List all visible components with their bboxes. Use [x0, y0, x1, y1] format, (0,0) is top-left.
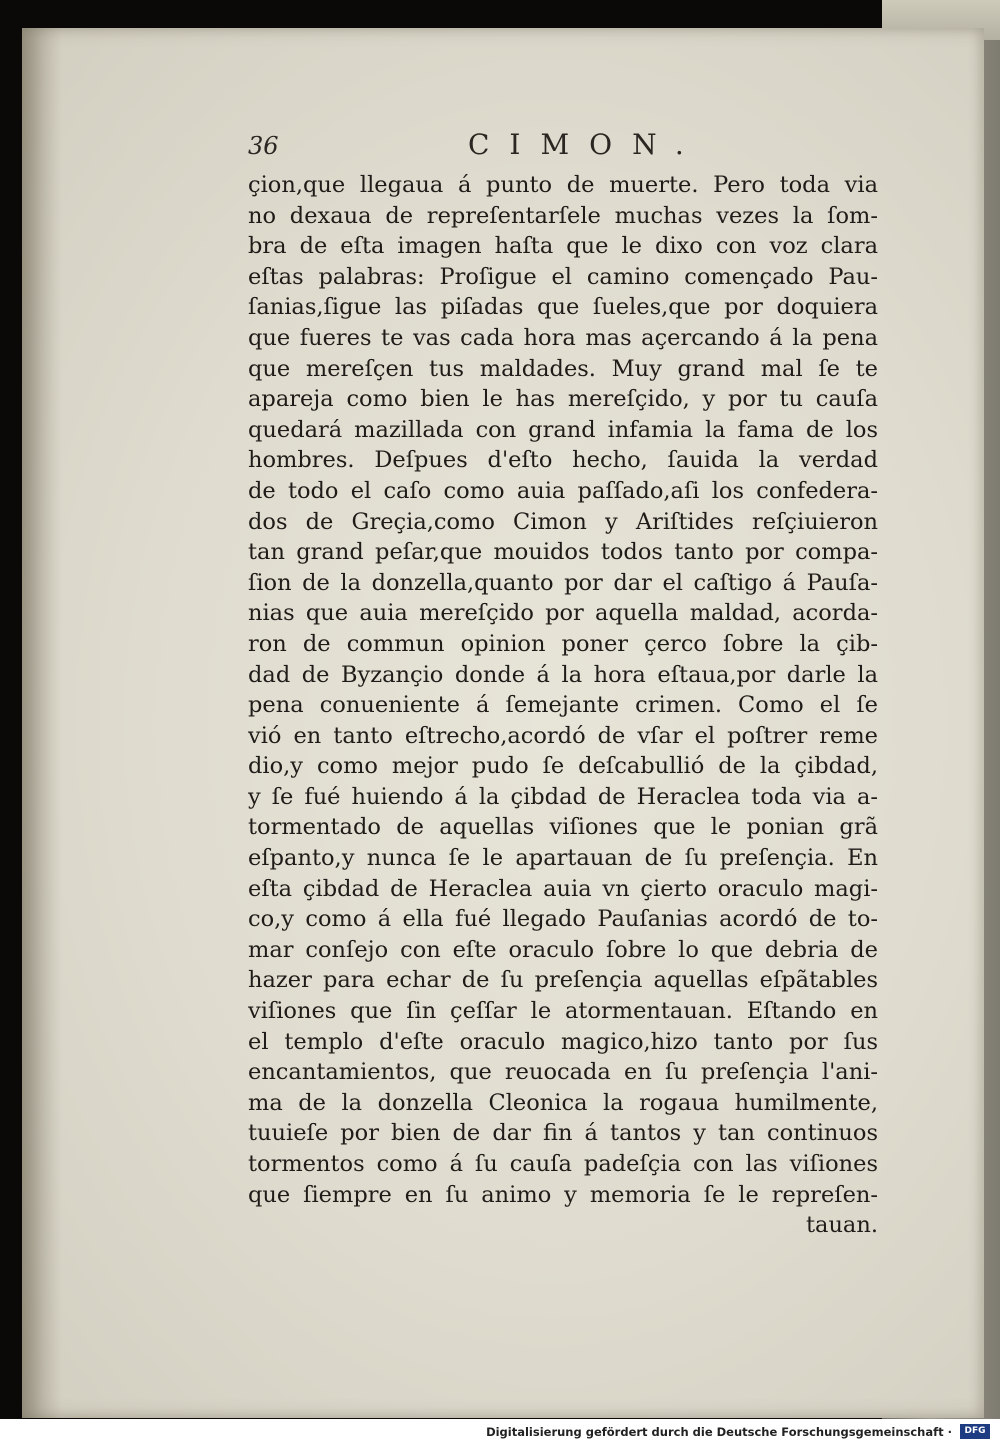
text-line: que ſiempre en ſu animo y memoria ſe le repreſen- [248, 1181, 878, 1208]
text-line: no dexaua de repreſentarſele muchas vezes la ſom- [248, 202, 878, 229]
text-line: eſpanto,y nunca ſe le apartauan de ſu preſençia. En [248, 845, 878, 872]
text-line: que mereſçen tus maldades. Muy grand mal ſe te [248, 355, 878, 382]
funding-notice: Digitalisierung gefördert durch die Deutsche Forschungsgemeinschaft · [486, 1425, 952, 1439]
text-line: dos de Greçia,como Cimon y Ariſtides reſçiuieron [248, 508, 878, 535]
text-line: de todo el caſo como auia paſſado,aſi los confedera- [248, 477, 878, 504]
footer-bar [0, 1419, 1000, 1445]
text-line: hazer para echar de ſu preſençia aquellas eſpãtables [248, 967, 878, 994]
text-line: viſiones que ſin çeſſar le atormentauan. Eſtando en [248, 998, 878, 1025]
running-head: CIMON. [468, 128, 704, 161]
text-line: que fueres te vas cada hora mas açercando á la pena [248, 324, 878, 351]
page-header [248, 128, 888, 168]
text-line: dio,y como mejor pudo ſe deſcabullió de la çibdad, [248, 753, 878, 780]
text-line: ron de commun opinion poner çerco ſobre la çib- [248, 630, 878, 657]
text-line: ma de la donzella Cleonica la rogaua humilmente, [248, 1089, 878, 1116]
text-line: ſanias,ſigue las piſadas que ſueles,que por doquiera [248, 294, 878, 321]
text-line: eſtas palabras: Proſigue el camino començado Pau- [248, 263, 878, 290]
text-line: quedará mazillada con grand infamia la fama de los [248, 416, 878, 443]
gutter-shadow [22, 28, 62, 1418]
text-line: eſta çibdad de Heraclea auia vn çierto oraculo magi- [248, 875, 878, 902]
text-line: hombres. Deſpues d'eſto hecho, ſauida la verdad [248, 447, 878, 474]
text-line: tormentos como á ſu cauſa padeſçia con las viſiones [248, 1151, 878, 1177]
text-line: apareja como bien le has mereſçido, y por tu cauſa [248, 386, 878, 413]
text-line: tuuieſe por bien de dar fin á tantos y tan continuos [248, 1120, 878, 1147]
dfg-logo: DFG [960, 1424, 990, 1439]
page-number: 36 [248, 132, 279, 160]
text-line: vió en tanto eſtrecho,acordó de vſar el poſtrer reme [248, 722, 878, 749]
text-line: çion,que llegaua á punto de muerte. Pero toda via [248, 172, 878, 198]
text-line: dad de Byzançio donde á la hora eſtaua,por darle la [248, 661, 878, 688]
text-line: el templo d'eſte oraculo magico,hizo tanto por ſus [248, 1028, 878, 1055]
body-text [248, 170, 878, 1241]
text-line: tauan. [805, 1212, 878, 1239]
text-line: pena conueniente á ſemejante crimen. Como el ſe [248, 692, 878, 719]
text-line: tan grand peſar,que mouidos todos tanto por compa- [248, 539, 878, 566]
text-line: tormentado de aquellas viſiones que le ponian grã [248, 814, 878, 841]
text-line: ſion de la donzella,quanto por dar el caſtigo á Pauſa- [248, 569, 878, 596]
text-line: co,y como á ella fué llegado Pauſanias acordó de to- [248, 906, 878, 933]
text-line: y ſe fué huiendo á la çibdad de Heraclea toda via a- [248, 783, 878, 810]
text-line: bra de eſta imagen haſta que le dixo con voz clara [248, 233, 878, 260]
text-line: mar conſejo con eſte oraculo ſobre lo que debria de [248, 936, 878, 963]
text-line: encantamientos, que reuocada en ſu preſençia l'ani- [248, 1059, 878, 1086]
text-line: nias que auia mereſçido por aquella maldad, acorda- [248, 600, 878, 627]
